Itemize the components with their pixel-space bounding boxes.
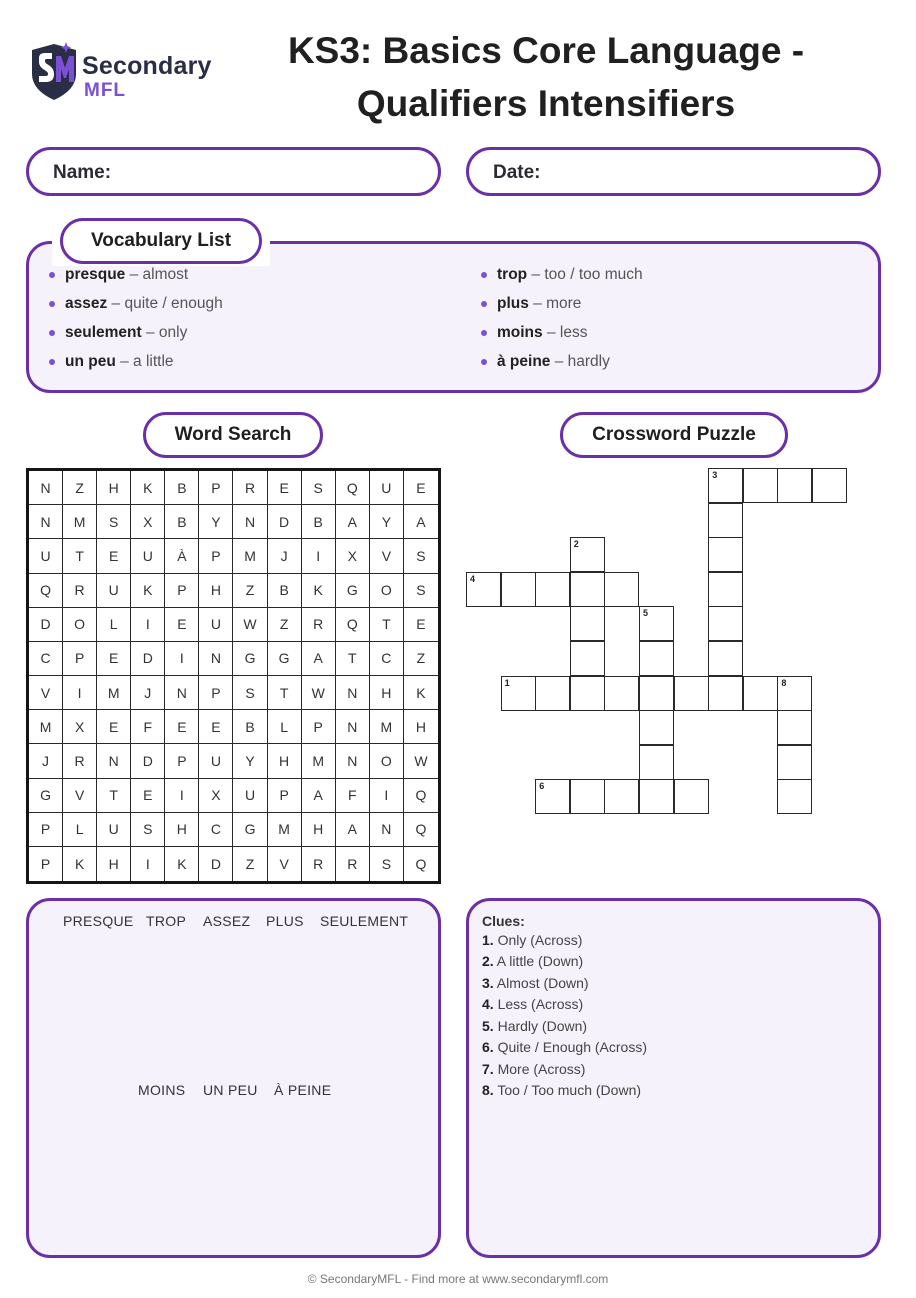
word-search-cell[interactable]: P	[63, 642, 97, 676]
word-search-cell[interactable]: M	[233, 539, 267, 573]
word-bank-item: ASSEZ	[203, 913, 251, 929]
word-search-cell[interactable]: M	[63, 505, 97, 539]
vocab-item: à peine – hardly	[479, 352, 643, 381]
word-bank-item: À PEINE	[274, 1082, 332, 1098]
word-search-cell[interactable]: D	[29, 608, 63, 642]
word-search-cell[interactable]: A	[302, 642, 336, 676]
crossword-cell[interactable]	[570, 779, 605, 814]
word-bank-panel	[26, 898, 441, 1258]
word-search-cell[interactable]: Q	[415, 855, 427, 872]
word-search-cell[interactable]: D	[268, 505, 302, 539]
logo-text-secondary: Secondary	[82, 52, 212, 80]
word-search-cell[interactable]: T	[370, 608, 404, 642]
crossword-cell[interactable]	[708, 676, 743, 711]
crossword-cell[interactable]	[501, 572, 536, 607]
crossword-cell[interactable]	[708, 572, 743, 607]
word-search-cell[interactable]: E	[268, 471, 302, 505]
crossword-cell[interactable]	[777, 468, 812, 503]
word-search-cell[interactable]: R	[233, 471, 267, 505]
word-search-cell[interactable]: N	[233, 505, 267, 539]
crossword-clue-number: 3	[712, 470, 718, 480]
clue-item: 3. Almost (Down)	[482, 975, 589, 991]
word-search-cell[interactable]: K	[165, 847, 199, 881]
word-search-cell[interactable]: Z	[233, 574, 267, 608]
word-search-cell[interactable]: Q	[336, 471, 370, 505]
word-search-cell[interactable]: Z	[404, 642, 438, 676]
clues-panel	[466, 898, 881, 1258]
word-search-cell[interactable]: E	[199, 710, 233, 744]
word-search-cell[interactable]: W	[302, 676, 336, 710]
word-search-cell[interactable]: D	[199, 847, 233, 881]
word-search-cell[interactable]: S	[404, 539, 438, 573]
word-search-cell[interactable]: K	[131, 471, 165, 505]
name-label: Name:	[53, 162, 112, 183]
crossword-cell[interactable]	[812, 468, 847, 503]
word-search-cell[interactable]: P	[165, 574, 199, 608]
word-bank-item: PLUS	[266, 913, 304, 929]
word-search-cell[interactable]: B	[165, 505, 199, 539]
word-search-cell[interactable]: H	[97, 847, 131, 881]
vocab-item: moins – less	[479, 323, 643, 352]
word-search-grid	[26, 468, 441, 884]
vocab-item: assez – quite / enough	[47, 294, 223, 323]
crossword-cell[interactable]	[743, 676, 778, 711]
crossword-cell[interactable]	[777, 779, 812, 814]
crossword-cell[interactable]	[639, 676, 674, 711]
vocab-item: seulement – only	[47, 323, 223, 352]
word-search-cell[interactable]: E	[165, 608, 199, 642]
word-bank-item: TROP	[146, 913, 187, 929]
word-search-cell[interactable]: B	[165, 471, 199, 505]
word-search-cell[interactable]: X	[131, 505, 165, 539]
word-bank-item: MOINS	[138, 1082, 186, 1098]
crossword-cell[interactable]	[674, 779, 709, 814]
word-search-cell[interactable]: R	[336, 847, 370, 881]
word-search-cell[interactable]: X	[63, 710, 97, 744]
word-search-cell[interactable]: T	[268, 676, 302, 710]
word-search-cell[interactable]: F	[336, 779, 370, 813]
vocab-item: presque – almost	[47, 265, 223, 294]
word-search-cell[interactable]: Y	[233, 744, 267, 778]
page-title-line1: KS3: Basics Core Language -	[287, 30, 805, 71]
word-search-cell[interactable]: I	[370, 779, 404, 813]
word-search-cell[interactable]: L	[63, 813, 97, 847]
vocabulary-heading: Vocabulary List	[60, 218, 262, 264]
word-search-cell[interactable]: Q	[404, 779, 438, 813]
page-title-line2: Qualifiers Intensifiers	[356, 83, 736, 124]
word-search-cell[interactable]: J	[131, 676, 165, 710]
word-search-cell[interactable]: N	[29, 471, 63, 505]
word-search-cell[interactable]: Z	[268, 608, 302, 642]
word-search-cell[interactable]: H	[370, 676, 404, 710]
crossword-cell[interactable]	[535, 676, 570, 711]
word-search-cell[interactable]: M	[97, 676, 131, 710]
word-bank-item: UN PEU	[203, 1082, 258, 1098]
word-search-cell[interactable]: I	[131, 847, 165, 881]
word-search-cell[interactable]: N	[199, 642, 233, 676]
vocab-item: trop – too / too much	[479, 265, 643, 294]
word-search-cell[interactable]: P	[199, 676, 233, 710]
word-search-cell[interactable]: E	[97, 642, 131, 676]
word-search-cell[interactable]: U	[233, 779, 267, 813]
crossword-clue-number: 4	[470, 573, 476, 584]
crossword-cell[interactable]	[674, 676, 709, 711]
word-search-cell[interactable]: P	[268, 779, 302, 813]
word-search-cell[interactable]: N	[97, 744, 131, 778]
word-search-cell[interactable]: C	[370, 642, 404, 676]
word-search-cell[interactable]: V	[63, 779, 97, 813]
crossword-cell[interactable]	[570, 606, 605, 641]
crossword-cell[interactable]	[708, 468, 743, 503]
word-search-cell[interactable]: N	[336, 710, 370, 744]
name-field[interactable]	[26, 147, 441, 196]
word-search-cell[interactable]: I	[165, 779, 199, 813]
word-search-cell[interactable]: H	[268, 744, 302, 778]
word-search-cell[interactable]: U	[199, 608, 233, 642]
crossword-clue-number: 1	[504, 677, 510, 688]
word-search-cell[interactable]: R	[302, 608, 336, 642]
crossword-cell[interactable]	[708, 606, 743, 641]
word-search-cell[interactable]: S	[302, 471, 336, 505]
word-search-cell[interactable]: I	[302, 539, 336, 573]
word-search-cell[interactable]: V	[268, 847, 302, 881]
word-search-cell[interactable]: L	[97, 608, 131, 642]
word-search-cell[interactable]: M	[29, 710, 63, 744]
clue-item: 7. More (Across)	[482, 1061, 586, 1077]
word-bank-item: SEULEMENT	[320, 913, 409, 929]
word-search-cell[interactable]: X	[199, 779, 233, 813]
word-search-cell[interactable]: E	[404, 608, 438, 642]
clues-title: Clues:	[482, 913, 525, 929]
word-search-cell[interactable]: P	[199, 539, 233, 573]
crossword-cell[interactable]	[570, 676, 605, 711]
word-search-cell[interactable]: B	[233, 710, 267, 744]
crossword-cell[interactable]	[604, 779, 639, 814]
word-search-cell[interactable]: D	[131, 642, 165, 676]
word-search-cell[interactable]: E	[97, 710, 131, 744]
word-search-cell[interactable]: N	[29, 505, 63, 539]
word-search-cell[interactable]: N	[165, 676, 199, 710]
crossword-clue-number: 5	[643, 608, 649, 619]
crossword-cell[interactable]	[639, 710, 674, 745]
crossword-cell[interactable]	[501, 676, 536, 711]
word-search-cell[interactable]: O	[370, 744, 404, 778]
word-search-cell[interactable]: S	[131, 813, 165, 847]
crossword-cell[interactable]	[570, 572, 605, 607]
crossword-cell[interactable]	[604, 572, 639, 607]
word-search-cell[interactable]: O	[63, 608, 97, 642]
vocab-item: plus – more	[479, 294, 643, 323]
word-search-cell[interactable]: Q	[336, 608, 370, 642]
word-search-cell[interactable]: A	[302, 779, 336, 813]
word-search-cell[interactable]: X	[336, 539, 370, 573]
word-search-cell[interactable]: S	[97, 505, 131, 539]
word-search-cell[interactable]: S	[404, 574, 438, 608]
crossword-cell[interactable]	[466, 572, 501, 607]
word-search-cell[interactable]: K	[131, 574, 165, 608]
crossword-cell[interactable]	[639, 606, 674, 641]
word-search-cell[interactable]: M	[268, 813, 302, 847]
crossword-cell[interactable]	[535, 779, 570, 814]
logo-text-mfl: MFL	[84, 80, 127, 101]
word-search-cell[interactable]: Q	[404, 813, 438, 847]
word-search-cell[interactable]: Z	[233, 847, 267, 881]
footer: © SecondaryMFL - Find more at www.secondarymfl.com	[307, 1272, 609, 1286]
word-search-cell[interactable]: V	[29, 676, 63, 710]
crossword-cell[interactable]	[639, 779, 674, 814]
crossword-cell[interactable]	[570, 641, 605, 676]
word-search-cell[interactable]: K	[302, 574, 336, 608]
word-search-cell[interactable]: B	[302, 505, 336, 539]
word-search-cell[interactable]: P	[29, 813, 63, 847]
word-search-cell[interactable]: A	[404, 505, 438, 539]
word-search-cell[interactable]: O	[370, 574, 404, 608]
word-search-cell[interactable]: A	[336, 813, 370, 847]
word-search-cell[interactable]: E	[97, 539, 131, 573]
crossword-clue-number: 2	[573, 539, 579, 550]
word-search-cell[interactable]: I	[63, 676, 97, 710]
word-search-cell[interactable]: C	[29, 642, 63, 676]
crossword-cell[interactable]	[604, 676, 639, 711]
word-search-cell[interactable]: R	[63, 744, 97, 778]
word-search-cell[interactable]: E	[404, 471, 438, 505]
logo-shield-icon	[28, 40, 80, 102]
word-search-cell[interactable]: A	[336, 505, 370, 539]
word-search-cell[interactable]: G	[268, 642, 302, 676]
word-search-cell[interactable]: N	[336, 744, 370, 778]
word-search-cell[interactable]: L	[268, 710, 302, 744]
word-search-cell[interactable]: K	[404, 676, 438, 710]
word-search-cell[interactable]: G	[336, 574, 370, 608]
word-search-cell[interactable]: E	[131, 779, 165, 813]
word-search-cell[interactable]: N	[370, 813, 404, 847]
clue-item: 2. A little (Down)	[482, 953, 584, 969]
clue-item: 6. Quite / Enough (Across)	[482, 1039, 647, 1055]
crossword-cell[interactable]	[639, 745, 674, 780]
word-search-cell[interactable]: R	[63, 574, 97, 608]
vocabulary-list-left	[47, 265, 223, 381]
word-search-cell[interactable]: I	[131, 608, 165, 642]
word-search-cell[interactable]: P	[165, 744, 199, 778]
word-search-cell[interactable]: F	[131, 710, 165, 744]
word-search-cell[interactable]: S	[370, 847, 404, 881]
crossword-clue-number: 8	[781, 677, 787, 688]
word-search-cell[interactable]: W	[233, 608, 267, 642]
word-search-cell[interactable]: G	[29, 779, 63, 813]
date-field[interactable]	[466, 147, 881, 196]
word-search-cell[interactable]: D	[131, 744, 165, 778]
crossword-cell[interactable]	[777, 710, 812, 745]
crossword-cell[interactable]	[708, 503, 743, 538]
word-search-cell[interactable]: À	[165, 539, 199, 573]
word-search-cell[interactable]: U	[131, 539, 165, 573]
crossword-cell[interactable]	[570, 537, 605, 572]
word-search-cell[interactable]: Y	[199, 505, 233, 539]
crossword-cell[interactable]	[743, 468, 778, 503]
word-search-cell[interactable]: C	[199, 813, 233, 847]
word-search-cell[interactable]: T	[336, 642, 370, 676]
word-bank-item: PRESQUE	[63, 913, 134, 929]
word-search-cell[interactable]: V	[370, 539, 404, 573]
clue-item: 4. Less (Across)	[482, 996, 584, 1012]
vocabulary-list-right	[479, 265, 643, 381]
word-search-cell[interactable]: E	[165, 710, 199, 744]
word-search-cell[interactable]: P	[199, 471, 233, 505]
word-search-cell[interactable]: T	[63, 539, 97, 573]
word-search-cell[interactable]: H	[199, 574, 233, 608]
word-search-cell[interactable]: U	[97, 813, 131, 847]
word-search-cell[interactable]: Y	[370, 505, 404, 539]
crossword-cell[interactable]	[708, 537, 743, 572]
word-search-cell[interactable]: U	[29, 539, 63, 573]
word-search-cell[interactable]: J	[268, 539, 302, 573]
word-search-cell[interactable]: K	[63, 847, 97, 881]
word-search-cell[interactable]: G	[233, 813, 267, 847]
crossword-cell[interactable]	[639, 641, 674, 676]
word-search-cell[interactable]: R	[302, 847, 336, 881]
word-search-cell[interactable]: I	[165, 642, 199, 676]
word-search-cell[interactable]: U	[370, 471, 404, 505]
crossword-cell[interactable]	[777, 745, 812, 780]
clue-item: 5. Hardly (Down)	[482, 1018, 588, 1034]
word-search-cell[interactable]: W	[404, 744, 438, 778]
word-search-cell[interactable]: Z	[63, 471, 97, 505]
crossword-clue-number: 6	[539, 781, 545, 792]
word-search-cell[interactable]: H	[165, 813, 199, 847]
word-search-cell[interactable]: S	[233, 676, 267, 710]
word-search-cell[interactable]: P	[302, 710, 336, 744]
word-search-cell[interactable]: T	[97, 779, 131, 813]
word-search-cell[interactable]: B	[268, 574, 302, 608]
word-search-heading: Word Search	[143, 412, 323, 458]
logo	[28, 40, 218, 102]
word-search-cell[interactable]: N	[336, 676, 370, 710]
crossword-heading: Crossword Puzzle	[560, 412, 788, 458]
page-title	[250, 24, 842, 130]
vocab-item: un peu – a little	[47, 352, 223, 381]
word-search-cell[interactable]: P	[29, 847, 63, 881]
word-search-cell[interactable]: Q	[29, 574, 63, 608]
word-search-cell[interactable]: M	[302, 744, 336, 778]
word-search-cell[interactable]: H	[404, 710, 438, 744]
word-search-cell[interactable]: H	[97, 471, 131, 505]
word-search-cell[interactable]: J	[29, 744, 63, 778]
word-search-cell[interactable]: G	[233, 642, 267, 676]
clue-item: 1. Only (Across)	[482, 932, 583, 948]
crossword-cell[interactable]	[535, 572, 570, 607]
word-search-cell[interactable]: M	[370, 710, 404, 744]
crossword-cell[interactable]	[777, 676, 812, 711]
crossword-cell[interactable]	[708, 641, 743, 676]
word-search-cell[interactable]: U	[97, 574, 131, 608]
word-search-cell[interactable]: U	[199, 744, 233, 778]
date-label: Date:	[493, 162, 541, 183]
word-search-cell[interactable]: H	[302, 813, 336, 847]
clue-item: 8. Too / Too much (Down)	[482, 1082, 642, 1098]
